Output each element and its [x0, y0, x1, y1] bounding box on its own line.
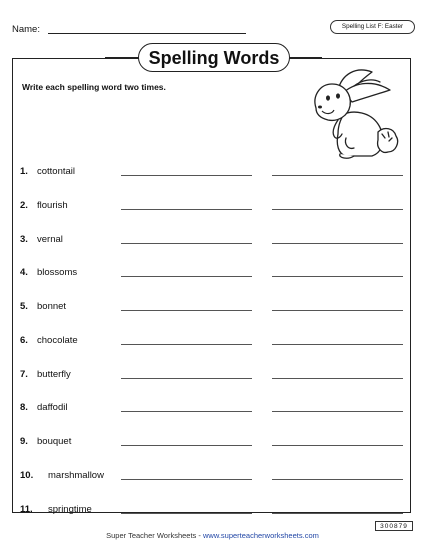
spelling-word: bouquet — [37, 436, 72, 447]
spelling-word: springtime — [48, 504, 92, 515]
write-line-2[interactable] — [272, 276, 403, 277]
write-line-1[interactable] — [121, 445, 252, 446]
write-line-1[interactable] — [121, 175, 252, 176]
write-line-1[interactable] — [121, 276, 252, 277]
write-line-2[interactable] — [272, 445, 403, 446]
word-number: 10. — [20, 470, 34, 481]
name-line — [48, 33, 246, 34]
word-row — [20, 166, 410, 186]
name-label: Name: — [12, 24, 40, 35]
footer — [0, 531, 425, 540]
word-row — [20, 504, 410, 524]
footer-separator: - — [196, 531, 203, 540]
write-line-2[interactable] — [272, 209, 403, 210]
word-number: 7. — [20, 369, 28, 380]
spelling-word: flourish — [37, 200, 68, 211]
spelling-word: butterfly — [37, 369, 71, 380]
word-row — [20, 234, 410, 254]
write-line-2[interactable] — [272, 513, 403, 514]
spelling-word: daffodil — [37, 402, 68, 413]
write-line-2[interactable] — [272, 175, 403, 176]
word-row — [20, 402, 410, 422]
write-line-1[interactable] — [121, 344, 252, 345]
page-title: Spelling Words — [138, 43, 290, 72]
write-line-1[interactable] — [121, 479, 252, 480]
word-row — [20, 267, 410, 287]
write-line-2[interactable] — [272, 411, 403, 412]
word-number: 4. — [20, 267, 28, 278]
word-row — [20, 200, 410, 220]
word-number: 2. — [20, 200, 28, 211]
write-line-2[interactable] — [272, 378, 403, 379]
spelling-word: blossoms — [37, 267, 78, 278]
banner-left-line — [105, 57, 139, 58]
word-row — [20, 301, 410, 321]
footer-link[interactable]: www.superteacherworksheets.com — [202, 531, 319, 540]
write-line-1[interactable] — [121, 310, 252, 311]
spelling-word: cottontail — [37, 166, 76, 177]
spelling-word: marshmallow — [48, 470, 104, 481]
write-line-2[interactable] — [272, 310, 403, 311]
word-number: 9. — [20, 436, 28, 447]
spelling-word: vernal — [37, 234, 63, 245]
word-number: 6. — [20, 335, 28, 346]
write-line-1[interactable] — [121, 243, 252, 244]
instructions: Write each spelling word two times. — [22, 82, 166, 92]
word-number: 5. — [20, 301, 28, 312]
word-row — [20, 335, 410, 355]
write-line-1[interactable] — [121, 209, 252, 210]
write-line-2[interactable] — [272, 243, 403, 244]
footer-brand: Super Teacher Worksheets — [106, 531, 197, 540]
write-line-2[interactable] — [272, 344, 403, 345]
word-row — [20, 470, 410, 490]
word-number: 1. — [20, 166, 28, 177]
word-row — [20, 369, 410, 389]
word-number: 3. — [20, 234, 28, 245]
write-line-1[interactable] — [121, 378, 252, 379]
worksheet-code: 300879 — [375, 521, 413, 531]
bunny-icon — [298, 68, 408, 160]
write-line-1[interactable] — [121, 411, 252, 412]
spelling-word: chocolate — [37, 335, 78, 346]
write-line-1[interactable] — [121, 513, 252, 514]
word-number: 11. — [20, 504, 33, 515]
banner-right-line — [288, 57, 322, 58]
word-row — [20, 436, 410, 456]
spelling-word: bonnet — [37, 301, 67, 312]
spelling-list-tag: Spelling List F: Easter — [330, 20, 415, 34]
word-number: 8. — [20, 402, 28, 413]
write-line-2[interactable] — [272, 479, 403, 480]
